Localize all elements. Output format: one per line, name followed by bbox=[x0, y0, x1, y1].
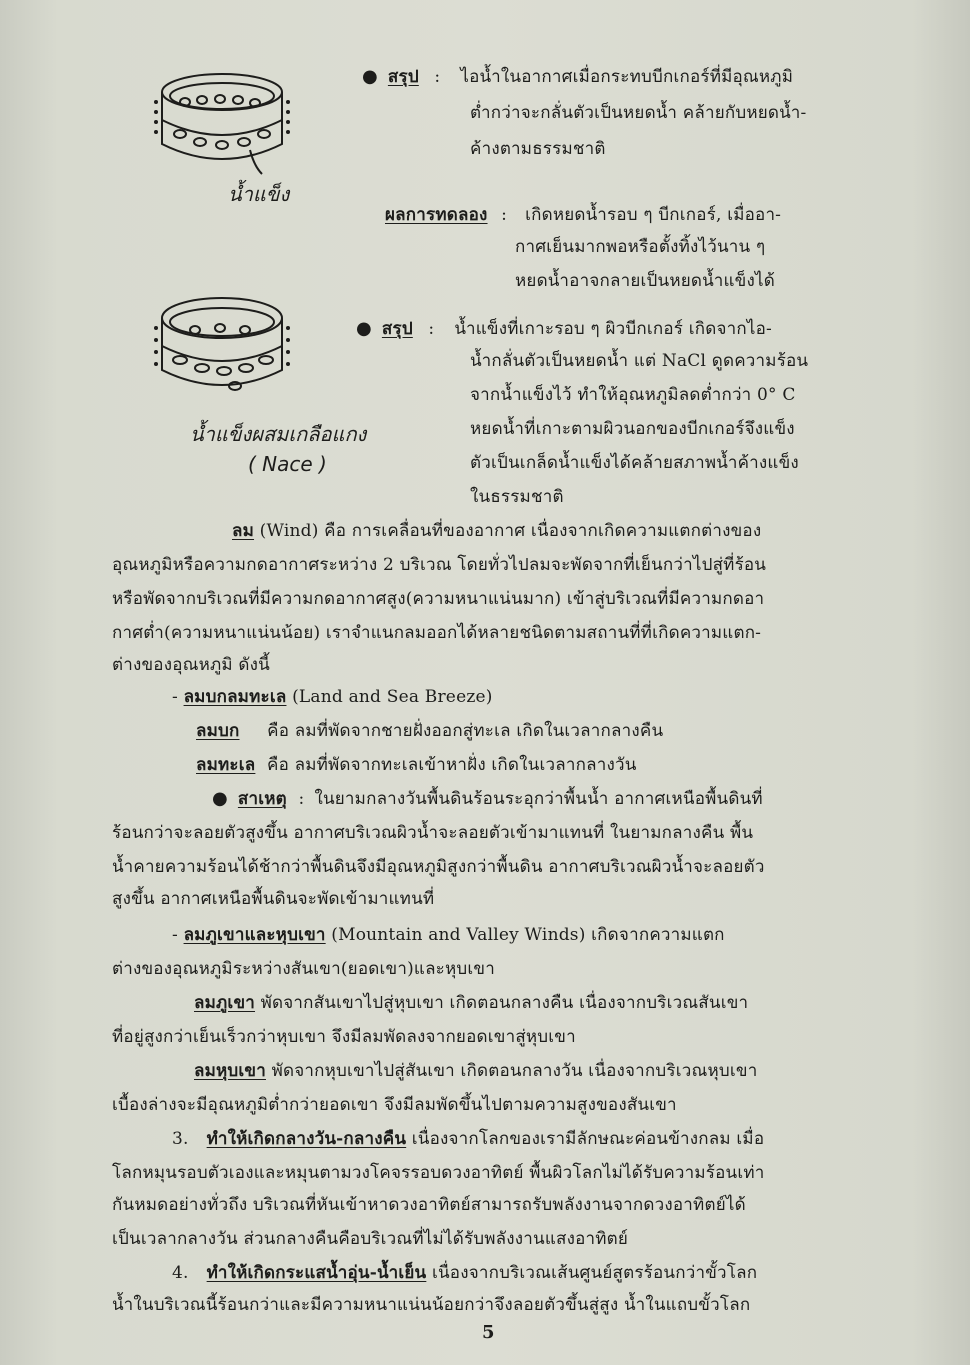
point4-text1: เนื่องจากบริเวณเส้นศูนย์สูตรร้อนกว่าขั้วโลก bbox=[431, 1263, 758, 1283]
wind-line5: ต่างของอุณหภูมิ ดังนี้ bbox=[112, 655, 270, 675]
cause-line1 bbox=[212, 788, 763, 810]
summary1-label: สรุป bbox=[387, 67, 419, 87]
mountain-line2: ต่างของอุณหภูมิระหว่างสันเขา(ยอดเขา)และหุบเขา bbox=[112, 959, 495, 979]
land-breeze-text: คือ ลมที่พัดจากชายฝั่งออกสู่ทะเล เกิดในเวลากลางคืน bbox=[267, 721, 664, 741]
valley-wind-line1 bbox=[194, 1060, 757, 1082]
summary2-text1: น้ำแข็งที่เกาะรอบ ๆ ผิวบีกเกอร์ เกิดจากไอ- bbox=[454, 319, 772, 339]
summary2-label: สรุป bbox=[381, 319, 413, 339]
summary2-line1 bbox=[356, 318, 772, 340]
mountain-wind-term: ลมภูเขา bbox=[194, 993, 256, 1013]
sketch2-caption: น้ำแข็งผสมเกลือแกง bbox=[190, 422, 367, 446]
mountain-wind-text1: พัดจากสันเขาไปสู่หุบเขา เกิดตอนกลางคืน เนื่องจากบริเวณสันเขา bbox=[260, 993, 749, 1013]
summary2-colon: : bbox=[428, 319, 435, 339]
bullet-icon: ● bbox=[362, 66, 378, 87]
cause-text1: ในยามกลางวันพื้นดินร้อนระอุกว่าพื้นน้ำ อากาศเหนือพื้นดินที่ bbox=[314, 789, 763, 809]
cause-line2: ร้อนกว่าจะลอยตัวสูงขึ้น อากาศบริเวณผิวน้ำจะลอยตัวเข้ามาแทนที่ ในยามกลางคืน พื้น bbox=[112, 823, 754, 843]
wind-line4: กาศต่ำ(ความหนาแน่นน้อย) เราจำแนกลมออกได้หลายชนิดตามสถานที่ที่เกิดความแตก- bbox=[112, 623, 762, 643]
summary2-line6: ในธรรมชาติ bbox=[470, 487, 564, 507]
point4-line2: น้ำในบริเวณนี้ร้อนกว่าและมีความหนาแน่นน้อยกว่าจึงลอยตัวขึ้นสู่สูง น้ำในแถบขั้วโลก bbox=[112, 1295, 751, 1315]
result-label: ผลการทดลอง bbox=[385, 205, 488, 225]
summary1-colon: : bbox=[434, 67, 441, 87]
result-line1 bbox=[385, 204, 781, 226]
result-colon: : bbox=[501, 205, 508, 225]
bullet-icon: ● bbox=[356, 318, 372, 339]
point3-line3: กันหมดอย่างทั่วถึง บริเวณที่หันเข้าหาดวงอาทิตย์สามารถรับพลังงานจากดวงอาทิตย์ได้ bbox=[112, 1195, 746, 1215]
point3-text1: เนื่องจากโลกของเรามีลักษณะค่อนข้างกลม เมื่อ bbox=[411, 1129, 765, 1149]
breeze-english: (Land and Sea Breeze) bbox=[292, 687, 493, 707]
breeze-dash: - bbox=[172, 687, 178, 707]
sea-breeze-line bbox=[196, 754, 637, 776]
sea-breeze-text: คือ ลมที่พัดจากทะเลเข้าหาฝั่ง เกิดในเวลากลางวัน bbox=[267, 755, 637, 775]
point4-title: ทำให้เกิดกระแสน้ำอุ่น-น้ำเย็น bbox=[206, 1263, 427, 1283]
summary1-line1 bbox=[362, 66, 793, 88]
summary1-line3: ค้างตามธรรมชาติ bbox=[470, 139, 606, 159]
summary2-line2: น้ำกลั่นตัวเป็นหยดน้ำ แต่ NaCl ดูดความร้อน bbox=[470, 351, 809, 371]
summary2-line4: หยดน้ำที่เกาะตามผิวนอกของบีกเกอร์จึงแข็ง bbox=[470, 419, 795, 439]
point3-number: 3. bbox=[172, 1129, 189, 1149]
bullet-icon: ● bbox=[212, 788, 228, 809]
beaker-ice-sketch bbox=[150, 62, 300, 182]
wind-line3: หรือพัดจากบริเวณที่มีความกดอากาศสูง(ความหนาแน่นมาก) เข้าสู่บริเวณที่มีความกดอา bbox=[112, 589, 765, 609]
result-text1: เกิดหยดน้ำรอบ ๆ บีกเกอร์, เมื่ออา- bbox=[525, 205, 782, 225]
land-breeze-term: ลมบก bbox=[196, 721, 240, 741]
point3-title: ทำให้เกิดกลางวัน-กลางคืน bbox=[206, 1129, 407, 1149]
mountain-dash: - bbox=[172, 925, 178, 945]
mountain-wind-line1 bbox=[194, 992, 748, 1014]
summary2-line5: ตัวเป็นเกล็ดน้ำแข็งได้คล้ายสภาพน้ำค้างแข็ง bbox=[470, 453, 799, 473]
sketch2-formula: ( Nace ) bbox=[248, 452, 327, 476]
valley-wind-line2: เบื้องล่างจะมีอุณหภูมิต่ำกว่ายอดเขา จึงมีลมพัดขึ้นไปตามความสูงของสันเขา bbox=[112, 1095, 677, 1115]
valley-wind-term: ลมหุบเขา bbox=[194, 1061, 266, 1081]
wind-term: ลม bbox=[232, 521, 255, 541]
result-line2: กาศเย็นมากพอหรือตั้งทิ้งไว้นาน ๆ bbox=[515, 237, 766, 257]
result-line3: หยดน้ำอาจกลายเป็นหยดน้ำแข็งได้ bbox=[515, 271, 775, 291]
point4-line1 bbox=[172, 1262, 757, 1284]
summary1-line2: ต่ำกว่าจะกลั่นตัวเป็นหยดน้ำ คล้ายกับหยดน้ำ- bbox=[470, 103, 807, 123]
cause-line3: น้ำคายความร้อนได้ช้ากว่าพื้นดินจึงมีอุณหภูมิสูงกว่าพื้นดิน อากาศบริเวณผิวน้ำจะลอยตัว bbox=[112, 857, 765, 877]
breeze-title: ลมบกลมทะเล bbox=[183, 687, 287, 707]
point3-line1 bbox=[172, 1128, 764, 1150]
point3-line4: เป็นเวลากลางวัน ส่วนกลางคืนคือบริเวณที่ไม่ได้รับพลังงานแสงอาทิตย์ bbox=[112, 1229, 629, 1249]
mountain-wind-line2: ที่อยู่สูงกว่าเย็นเร็วกว่าหุบเขา จึงมีลมพัดลงจากยอดเขาสู่หุบเขา bbox=[112, 1027, 576, 1047]
cause-line4: สูงขึ้น อากาศเหนือพื้นดินจะพัดเข้ามาแทนที่ bbox=[112, 889, 435, 909]
breeze-heading bbox=[172, 686, 493, 708]
wind-line1 bbox=[232, 520, 761, 542]
wind-text1: (Wind) คือ การเคลื่อนที่ของอากาศ เนื่องจากเกิดความแตกต่างของ bbox=[259, 521, 762, 541]
mountain-title: ลมภูเขาและหุบเขา bbox=[183, 925, 326, 945]
land-breeze-line bbox=[196, 720, 663, 742]
cause-colon: : bbox=[298, 789, 305, 809]
mountain-english: (Mountain and Valley Winds) bbox=[331, 925, 586, 945]
sketch1-caption: น้ำแข็ง bbox=[228, 182, 290, 206]
page-number: 5 bbox=[482, 1322, 495, 1343]
point3-line2: โลกหมุนรอบตัวเองและหมุนตามวงโคจรรอบดวงอาทิตย์ พื้นผิวโลกไม่ได้รับความร้อนเท่า bbox=[112, 1163, 765, 1183]
beaker-ice-salt-sketch bbox=[150, 288, 300, 408]
summary1-text1: ไอน้ำในอากาศเมื่อกระทบบีกเกอร์ที่มีอุณหภูมิ bbox=[460, 67, 794, 87]
mountain-heading bbox=[172, 924, 725, 946]
wind-line2: อุณหภูมิหรือความกดอากาศระหว่าง 2 บริเวณ โดยทั่วไปลมจะพัดจากที่เย็นกว่าไปสู่ที่ร้อน bbox=[112, 555, 767, 575]
valley-wind-text1: พัดจากหุบเขาไปสู่สันเขา เกิดตอนกลางวัน เนื่องจากบริเวณหุบเขา bbox=[271, 1061, 758, 1081]
sea-breeze-term: ลมทะเล bbox=[196, 755, 256, 775]
summary2-line3: จากน้ำแข็งไว้ ทำให้อุณหภูมิลดต่ำกว่า 0° C bbox=[470, 385, 796, 405]
mountain-text1: เกิดจากความแตก bbox=[591, 925, 725, 945]
point4-number: 4. bbox=[172, 1263, 189, 1283]
cause-label: สาเหตุ bbox=[237, 789, 287, 809]
